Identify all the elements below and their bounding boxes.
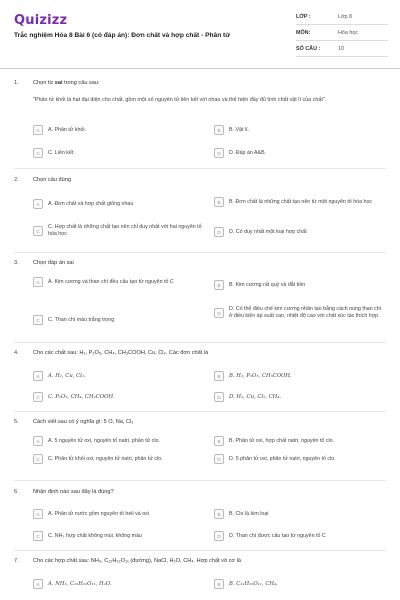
option-b[interactable] xyxy=(214,125,386,135)
option-d[interactable] xyxy=(214,531,386,541)
option-letter: C xyxy=(33,531,43,541)
option-d[interactable] xyxy=(214,148,386,158)
option-letter: C xyxy=(33,454,43,464)
meta-value: 10 xyxy=(338,45,344,52)
option-text: C. Hợp chất là những chất tạo nên chỉ duy nhất với hai nguyên tố hóa học xyxy=(48,224,202,237)
option-letter: A xyxy=(33,579,43,589)
option-letter: C xyxy=(33,148,43,158)
option-letter: B xyxy=(214,509,224,519)
option-text: B. Đơn chất là những chất tạo nên từ một nguyên tố hóa học xyxy=(229,198,373,205)
question-number: 5. xyxy=(14,419,19,425)
option-letter: D xyxy=(214,454,224,464)
option-d[interactable] xyxy=(214,227,386,237)
option-b[interactable] xyxy=(214,280,386,290)
meta-key: SỐ CÂU : xyxy=(296,45,321,52)
question-divider xyxy=(14,252,386,253)
option-letter: A xyxy=(33,371,43,381)
meta-row-grade xyxy=(296,9,388,25)
option-text: A. H₂, Cu, Cl₂. xyxy=(48,372,86,379)
question-text: Cách viết sau có ý nghĩa gì: 5 O, Na, Cl₂ xyxy=(33,419,134,425)
meta-value: Lớp 8 xyxy=(338,13,353,20)
meta-row-subject xyxy=(296,25,388,41)
question-text-pre: Chọn từ xyxy=(33,80,55,86)
option-text: A. Kim cương và than chì đều cấu tạo từ nguyên tố C xyxy=(48,278,174,285)
meta-key: LỚP : xyxy=(296,13,311,20)
option-a[interactable] xyxy=(33,509,205,519)
option-letter: B xyxy=(214,280,224,290)
header-divider xyxy=(0,68,400,69)
option-text: B. Clo là kim loại xyxy=(229,510,269,517)
question-text: Chọn đáp án sai xyxy=(33,260,74,266)
question-number: 1. xyxy=(14,80,19,86)
option-text: A. 5 nguyên tử oxi, nguyên tố natri, phân tử clo. xyxy=(48,437,160,444)
option-text: D. Có thể điều chế kim cương nhân tạo bằng cách nung than chì ở điều kiện áp suất cao, nhiệt độ cao với chất xúc tác thích hợp. xyxy=(229,306,382,319)
question-text xyxy=(33,80,100,86)
option-d[interactable] xyxy=(214,306,386,320)
question-text-bold: sai xyxy=(54,80,63,86)
option-c[interactable] xyxy=(33,454,205,464)
option-letter: A xyxy=(33,199,43,209)
option-text: D. Than chì được cấu tạo từ nguyên tố C xyxy=(229,532,326,539)
option-a[interactable] xyxy=(33,436,205,446)
option-text: B. Kim cương rất quý và đắt tiền xyxy=(229,281,306,288)
question-number: 7. xyxy=(14,558,19,564)
option-letter: A xyxy=(33,436,43,446)
option-letter: C xyxy=(33,315,43,325)
option-text: D. Có duy nhất một loại hợp chất xyxy=(229,228,307,235)
question-number: 3. xyxy=(14,260,19,266)
option-c[interactable] xyxy=(33,224,205,238)
option-letter: B xyxy=(214,125,224,135)
option-text: A. Đơn chất và hợp chất giống nhau xyxy=(48,200,134,207)
option-text: A. Phân tử nước gồm nguyên tố heli và oxi xyxy=(48,510,149,517)
header xyxy=(0,0,400,70)
question-text-post: trong câu sau: xyxy=(62,80,100,86)
option-letter: A xyxy=(33,277,43,287)
meta-table xyxy=(296,9,388,57)
option-letter: C xyxy=(33,392,43,402)
option-text: B. Vật lí. xyxy=(229,126,250,133)
question-divider xyxy=(14,550,386,551)
option-text: B. C₁₂H₂₂O₁₁, CH₄. xyxy=(229,580,278,587)
question-divider xyxy=(14,411,386,412)
option-letter: D xyxy=(214,308,224,318)
option-letter: C xyxy=(33,226,43,236)
meta-value: Hóa học xyxy=(338,29,359,36)
quizizz-logo: Quizizz xyxy=(14,13,68,28)
meta-row-count xyxy=(296,41,388,57)
option-d[interactable] xyxy=(214,454,386,464)
option-letter: B xyxy=(214,579,224,589)
option-letter: D xyxy=(214,531,224,541)
question-text: Chọn câu đúng xyxy=(33,177,71,183)
option-letter: D xyxy=(214,148,224,158)
option-letter: B xyxy=(214,371,224,381)
question-number: 4. xyxy=(14,350,19,356)
option-a[interactable] xyxy=(33,371,205,381)
option-letter: D xyxy=(214,227,224,237)
question-number: 6. xyxy=(14,489,19,495)
option-a[interactable] xyxy=(33,125,205,135)
question-divider xyxy=(14,342,386,343)
page-title: Trắc nghiệm Hóa 8 Bài 6 (có đáp án): Đơn chất và hợp chất - Phân tử xyxy=(14,32,231,39)
question-divider xyxy=(14,480,386,481)
question-passage: "Phân tử khối là hạt đại diện cho chất, gồm một số nguyên tử liên kết với nhau và thể hiện đầy đủ tính chất vật lí của chất". xyxy=(33,97,327,103)
option-text: C. Than chì màu trắng trong xyxy=(48,316,115,323)
question-divider xyxy=(14,168,386,169)
option-c[interactable] xyxy=(33,392,205,402)
question-text: Cho các hợp chất sau: NH₃, C₁₂H₂₂O₁₁ (đường), NaCl, H₂O, CH₄. Hợp chất vô cơ là xyxy=(33,558,241,564)
option-d[interactable] xyxy=(214,392,386,402)
option-b[interactable] xyxy=(214,436,386,446)
option-text: C. Phân tử khối oxi, nguyên tử natri, phân tử clo. xyxy=(48,455,163,462)
option-text: D. Đáp án A&B. xyxy=(229,149,267,156)
option-c[interactable] xyxy=(33,315,205,325)
option-letter: B xyxy=(214,197,224,207)
option-b[interactable] xyxy=(214,579,386,589)
meta-key: MÔN: xyxy=(296,29,311,36)
option-text: C. Liên kết. xyxy=(48,149,75,156)
option-a[interactable] xyxy=(33,277,205,287)
option-a[interactable] xyxy=(33,579,205,589)
option-text: C. P₂O₅, CH₄, CH₃COOH. xyxy=(48,393,115,400)
option-text: D. H₂, Cu, Cl₂, CH₄. xyxy=(229,393,282,400)
option-letter: A xyxy=(33,509,43,519)
option-text: B. H₂, P₂O₅, CH₃COOH. xyxy=(229,372,292,379)
question-number: 2. xyxy=(14,177,19,183)
question-text: Cho các chất sau: H₂, P₂O₅, CH₄, CH₃COOH, Cu, Cl₂. Các đơn chất là xyxy=(33,350,209,356)
option-text: B. Phân tử oxi, hợp chất natri, nguyên tố clo. xyxy=(229,437,335,444)
option-text: A. Phân tử khối. xyxy=(48,126,86,133)
option-c[interactable] xyxy=(33,531,205,541)
option-c[interactable] xyxy=(33,148,205,158)
option-b[interactable] xyxy=(214,371,386,381)
option-letter: B xyxy=(214,436,224,446)
option-letter: D xyxy=(214,392,224,402)
option-b[interactable] xyxy=(214,509,386,519)
option-text: A. NH₃, C₁₂H₂₂O₁₁, H₂O. xyxy=(48,580,112,587)
option-a[interactable] xyxy=(33,199,205,209)
option-text: C. NH₃ hợp chất không mùi, không màu xyxy=(48,532,142,539)
option-letter: A xyxy=(33,125,43,135)
option-text: D. 5 phân tử oxi, phân tử natri, nguyên tố clo. xyxy=(229,455,336,462)
question-text: Nhận định nào sau đây là đúng? xyxy=(33,489,114,495)
option-b[interactable] xyxy=(214,197,386,207)
